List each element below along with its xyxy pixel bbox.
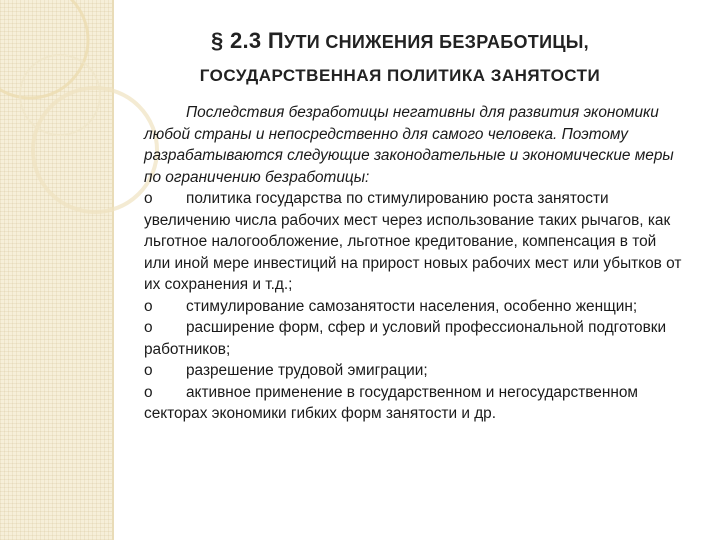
title-first-letter: П	[267, 28, 284, 53]
list-item-text: активное применение в государственном и негосударственном секторах экономики гибких форм занятости и др.	[144, 383, 638, 422]
section-mark: §	[210, 28, 224, 53]
title-line-1	[150, 26, 650, 57]
bullet-marker: o	[144, 319, 153, 336]
list-item-text: политика государства по стимулированию роста занятости увеличению числа рабочих мест через использование таких рычагов, как льготное налогообложение, льготное кредитование, компенсация в той или иной мере инвестиций на прирост новых рабочих мест или убытков от их сохранения и т.д.;	[144, 190, 682, 293]
bullet-marker: o	[144, 383, 153, 401]
slide-title	[150, 26, 650, 91]
list-item	[144, 360, 684, 382]
bullet-marker: o	[144, 297, 153, 315]
section-number: 2.3	[229, 28, 262, 53]
list-item-text: расширение форм, сфер и условий профессиональной подготовки работников;	[144, 319, 667, 358]
bullet-marker: o	[144, 362, 153, 379]
title-line-2: ГОСУДАРСТВЕННАЯ ПОЛИТИКА ЗАНЯТОСТИ	[199, 66, 601, 85]
list-item	[144, 188, 684, 296]
list-item	[144, 317, 684, 360]
bullet-marker: o	[144, 190, 153, 207]
slide-body	[144, 102, 684, 425]
list-item-text: стимулирование самозанятости населения, особенно женщин;	[186, 297, 638, 315]
list-item-text: разрешение трудовой эмиграции;	[186, 362, 428, 379]
list-item	[144, 382, 684, 425]
title-rest: УТИ СНИЖЕНИЯ БЕЗРАБОТИЦЫ,	[283, 32, 589, 52]
list-item	[144, 296, 684, 318]
intro-paragraph: Последствия безработицы негативны для развития экономики любой страны и непосредственно для самого человека. Поэтому разрабатываются следующие законодательные и экономические меры по ограничению безработицы:	[144, 104, 674, 186]
